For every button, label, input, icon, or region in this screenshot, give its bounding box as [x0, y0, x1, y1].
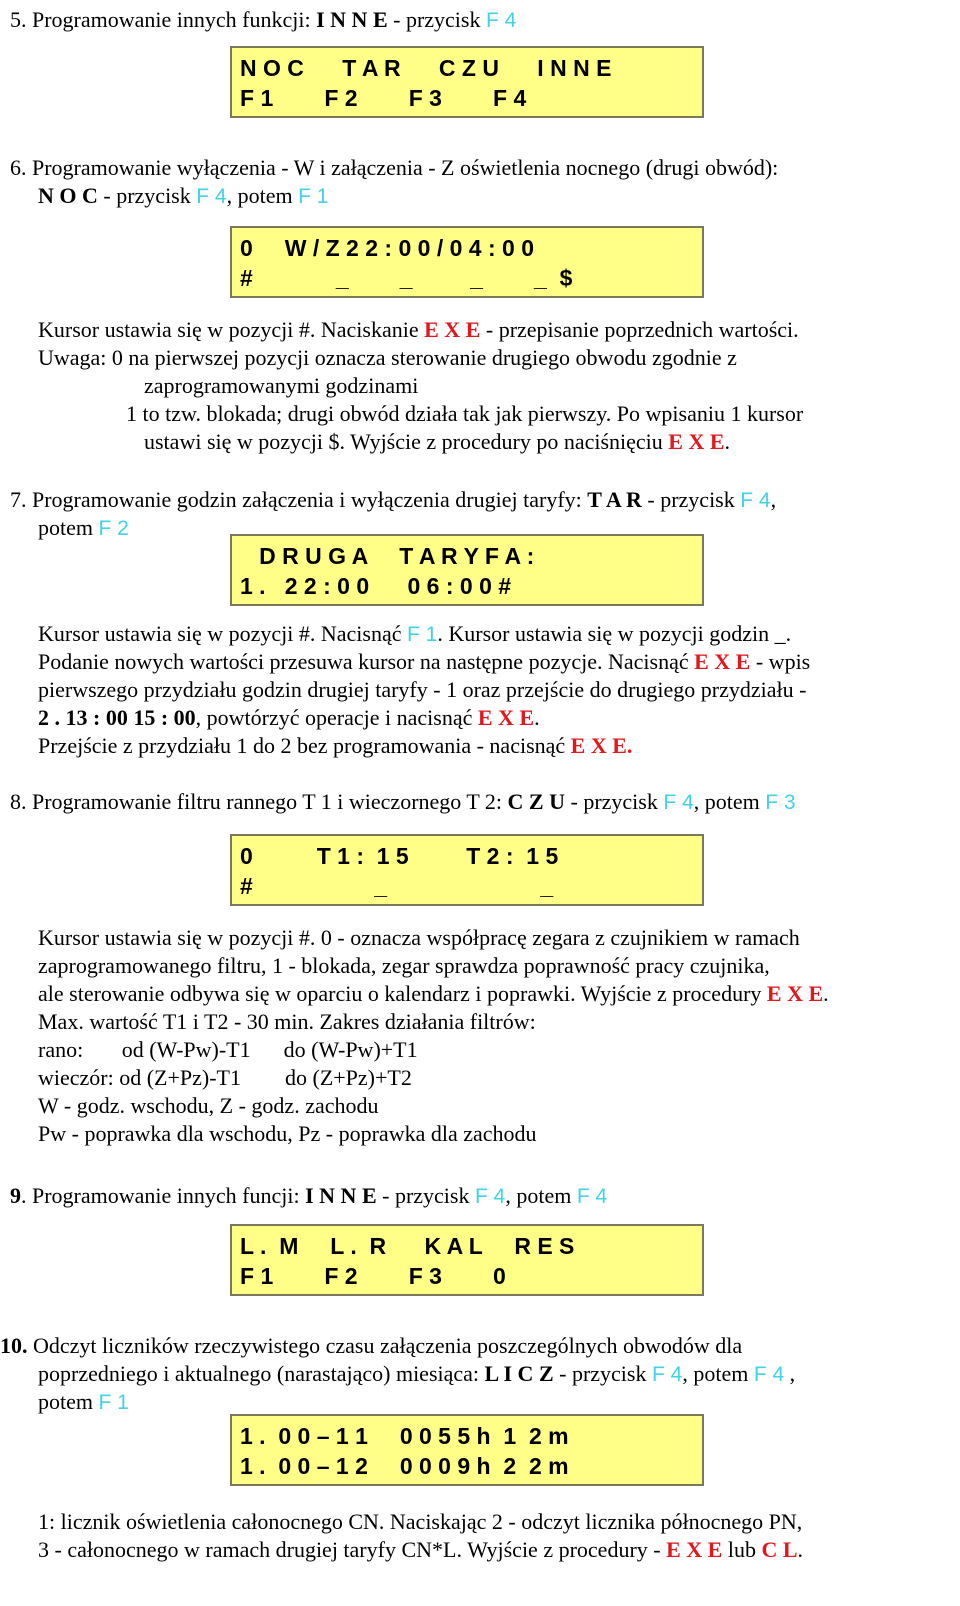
- text: Podanie nowych wartości przesuwa kursor na następne pozycje. Nacisnąć: [38, 649, 695, 674]
- key-label: F 4: [474, 1185, 506, 1208]
- text: . Kursor ustawia się w pozycji godzin _.: [437, 621, 792, 646]
- heading-text: Programowanie filtru rannego T 1 i wieczornego T 2:: [26, 789, 508, 814]
- heading-text: - przycisk: [97, 183, 197, 208]
- lcd-row-1: 1 . 0 0 – 1 1 0 0 5 5 h 1 2 m: [240, 1423, 569, 1449]
- key-label: F 4: [196, 185, 227, 208]
- s6-paragraph-3: zaprogramowanymi godzinami: [144, 373, 419, 398]
- menu-code: N O C: [38, 183, 98, 208]
- text: ale sterowanie odbywa się w oparciu o kalendarz i poprawki. Wyjście z procedury: [38, 981, 767, 1006]
- section-number: 6.: [10, 155, 27, 180]
- section-number: 10.: [0, 1333, 28, 1358]
- lcd-row-1: L . M L . R K A L R E S: [240, 1233, 575, 1259]
- lcd-display-s6: [230, 226, 704, 298]
- cl-key: C L: [761, 1537, 798, 1562]
- s7-paragraph-1: [38, 620, 791, 649]
- s7-paragraph-3: pierwszego przydziału godzin drugiej taryfy - 1 oraz przejście do drugiego przydziału -: [38, 677, 807, 702]
- menu-code: L I C Z: [484, 1361, 554, 1386]
- key-label: F 1: [98, 1391, 129, 1414]
- heading-text: ,: [770, 487, 777, 512]
- key-label: F 4: [651, 1363, 683, 1386]
- text: Przejście z przydziału 1 do 2 bez programowania - nacisnąć: [38, 733, 571, 758]
- heading-text: . Programowanie innych funcji:: [21, 1183, 306, 1208]
- section-5-heading: [10, 6, 516, 35]
- heading-text: - przycisk: [376, 1183, 475, 1208]
- text: .: [823, 981, 829, 1006]
- lcd-display-s7: [230, 534, 704, 606]
- s6-paragraph-1: [38, 316, 799, 344]
- s10-paragraph-2: [38, 1536, 803, 1564]
- heading-text: , potem: [693, 789, 766, 814]
- section-9-heading: [10, 1182, 607, 1211]
- text: 2 . 13 : 00 15 : 00: [38, 705, 196, 730]
- text: Kursor ustawia się w pozycji #. Naciskanie: [38, 317, 425, 342]
- lcd-display-s9: [230, 1224, 704, 1296]
- text: .: [797, 1537, 804, 1562]
- menu-code: I N N E: [316, 7, 388, 32]
- s6-paragraph-4: 1 to tzw. blokada; drugi obwód działa tak jak pierwszy. Po wpisaniu 1 kursor: [126, 401, 804, 426]
- heading-text: Programowanie wyłączenia - W i załączenia - Z oświetlenia nocnego (drugi obwód):: [26, 155, 779, 180]
- key-label: F 4: [740, 489, 771, 512]
- section-number: 5.: [10, 7, 27, 32]
- section-number: 7.: [10, 487, 27, 512]
- menu-code: T A R: [587, 487, 642, 512]
- section-7-heading-line2: [38, 514, 129, 543]
- key-label: F 4: [663, 791, 694, 814]
- heading-text: - przycisk: [553, 1361, 652, 1386]
- s8-paragraph-7: W - godz. wschodu, Z - godz. zachodu: [38, 1093, 379, 1118]
- key-label: F 1: [407, 623, 438, 646]
- key-label: F 1: [298, 185, 329, 208]
- s8-paragraph-2: zaprogramowanego filtru, 1 - blokada, zegar sprawdza poprawność pracy czujnika,: [38, 953, 770, 978]
- heading-text: , potem: [226, 183, 299, 208]
- section-6-heading: [10, 154, 778, 182]
- heading-text: Programowanie innych funkcji:: [26, 7, 317, 32]
- s8-paragraph-5: rano: od (W-Pw)-T1 do (W-Pw)+T1: [38, 1037, 418, 1062]
- s8-paragraph-6: wieczór: od (Z+Pz)-T1 do (Z+Pz)+T2: [38, 1065, 412, 1090]
- lcd-row-2: F 1 F 2 F 3 F 4: [240, 85, 527, 111]
- heading-text: ,: [784, 1361, 796, 1386]
- s6-paragraph-2: Uwaga: 0 na pierwszej pozycji oznacza sterowanie drugiego obwodu zgodnie z: [38, 345, 737, 370]
- text: lub: [722, 1537, 762, 1562]
- exe-key: E X E: [424, 317, 481, 342]
- heading-text: , potem: [505, 1183, 577, 1208]
- text: .: [534, 705, 540, 730]
- text: 3 - całonocnego w ramach drugiej taryfy CN*L. Wyjście z procedury -: [38, 1537, 667, 1562]
- text: .: [724, 429, 731, 454]
- heading-text: - przycisk: [565, 789, 664, 814]
- heading-text: poprzedniego i aktualnego (narastająco) miesiąca:: [38, 1361, 485, 1386]
- s6-paragraph-5: [144, 428, 730, 456]
- key-label: F 4: [576, 1185, 608, 1208]
- lcd-row-1: D R U G A T A R Y F A :: [240, 543, 535, 569]
- lcd-row-2: F 1 F 2 F 3 0: [240, 1263, 506, 1289]
- lcd-row-1: 0 T 1 : 1 5 T 2 : 1 5: [240, 843, 559, 869]
- section-10-heading: [0, 1332, 742, 1360]
- lcd-row-1: 0 W / Z 2 2 : 0 0 / 0 4 : 0 0: [240, 235, 535, 261]
- text: , powtórzyć operacje i nacisnąć: [195, 705, 478, 730]
- text: ustawi się w pozycji $. Wyjście z procedury po naciśnięciu: [144, 429, 669, 454]
- heading-text: - przycisk: [641, 487, 741, 512]
- exe-key: E X E: [766, 981, 824, 1006]
- text: - przepisanie poprzednich wartości.: [480, 317, 799, 342]
- exe-key: E X E: [666, 1537, 723, 1562]
- heading-text: Odczyt liczników rzeczywistego czasu załączenia poszczególnych obwodów dla: [27, 1333, 743, 1358]
- lcd-display-s5: [230, 46, 704, 118]
- heading-text: - przycisk: [387, 7, 486, 32]
- heading-text: potem: [38, 1389, 99, 1414]
- section-10-heading-line3: [38, 1388, 129, 1417]
- text: Kursor ustawia się w pozycji #. Nacisnąć: [38, 621, 408, 646]
- section-8-heading: [10, 788, 796, 817]
- menu-code: I N N E: [305, 1183, 377, 1208]
- s10-paragraph-1: 1: licznik oświetlenia całonocnego CN. Naciskając 2 - odczyt licznika północnego PN,: [38, 1509, 803, 1534]
- lcd-row-2: # _ _: [240, 873, 554, 899]
- key-label: F 4: [753, 1363, 785, 1386]
- lcd-row-2: # _ _ _ _ $: [240, 265, 573, 291]
- section-number: 9: [10, 1183, 21, 1208]
- heading-text: potem: [38, 515, 99, 540]
- exe-key: E X E.: [570, 733, 633, 758]
- s7-paragraph-4: [38, 704, 540, 732]
- section-7-heading: [10, 486, 776, 515]
- lcd-display-s10: [230, 1414, 704, 1486]
- text: - wpis: [750, 649, 811, 674]
- s8-paragraph-3: [38, 980, 829, 1008]
- heading-text: , potem: [682, 1361, 754, 1386]
- lcd-display-s8: [230, 834, 704, 906]
- s8-paragraph-8: Pw - poprawka dla wschodu, Pz - poprawka dla zachodu: [38, 1121, 537, 1146]
- menu-code: C Z U: [507, 789, 565, 814]
- s7-paragraph-5: [38, 732, 632, 760]
- heading-text: Programowanie godzin załączenia i wyłączenia drugiej taryfy:: [26, 487, 588, 512]
- s8-paragraph-4: Max. wartość T1 i T2 - 30 min. Zakres działania filtrów:: [38, 1009, 536, 1034]
- lcd-row-2: 1 . 0 0 – 1 2 0 0 0 9 h 2 2 m: [240, 1453, 569, 1479]
- key-label: F 2: [98, 517, 129, 540]
- section-6-heading-line2: [38, 182, 328, 211]
- lcd-row-2: 1 . 2 2 : 0 0 0 6 : 0 0 #: [240, 573, 512, 599]
- exe-key: E X E: [668, 429, 725, 454]
- key-label: F 3: [765, 791, 796, 814]
- section-10-heading-line2: [38, 1360, 795, 1389]
- exe-key: E X E: [477, 705, 535, 730]
- section-number: 8.: [10, 789, 27, 814]
- s7-paragraph-2: [38, 648, 810, 676]
- s8-paragraph-1: Kursor ustawia się w pozycji #. 0 - oznacza współpracę zegara z czujnikiem w ramach: [38, 925, 800, 950]
- lcd-row-1: N O C T A R C Z U I N N E: [240, 55, 612, 81]
- key-label: F 4: [485, 9, 517, 32]
- exe-key: E X E: [694, 649, 751, 674]
